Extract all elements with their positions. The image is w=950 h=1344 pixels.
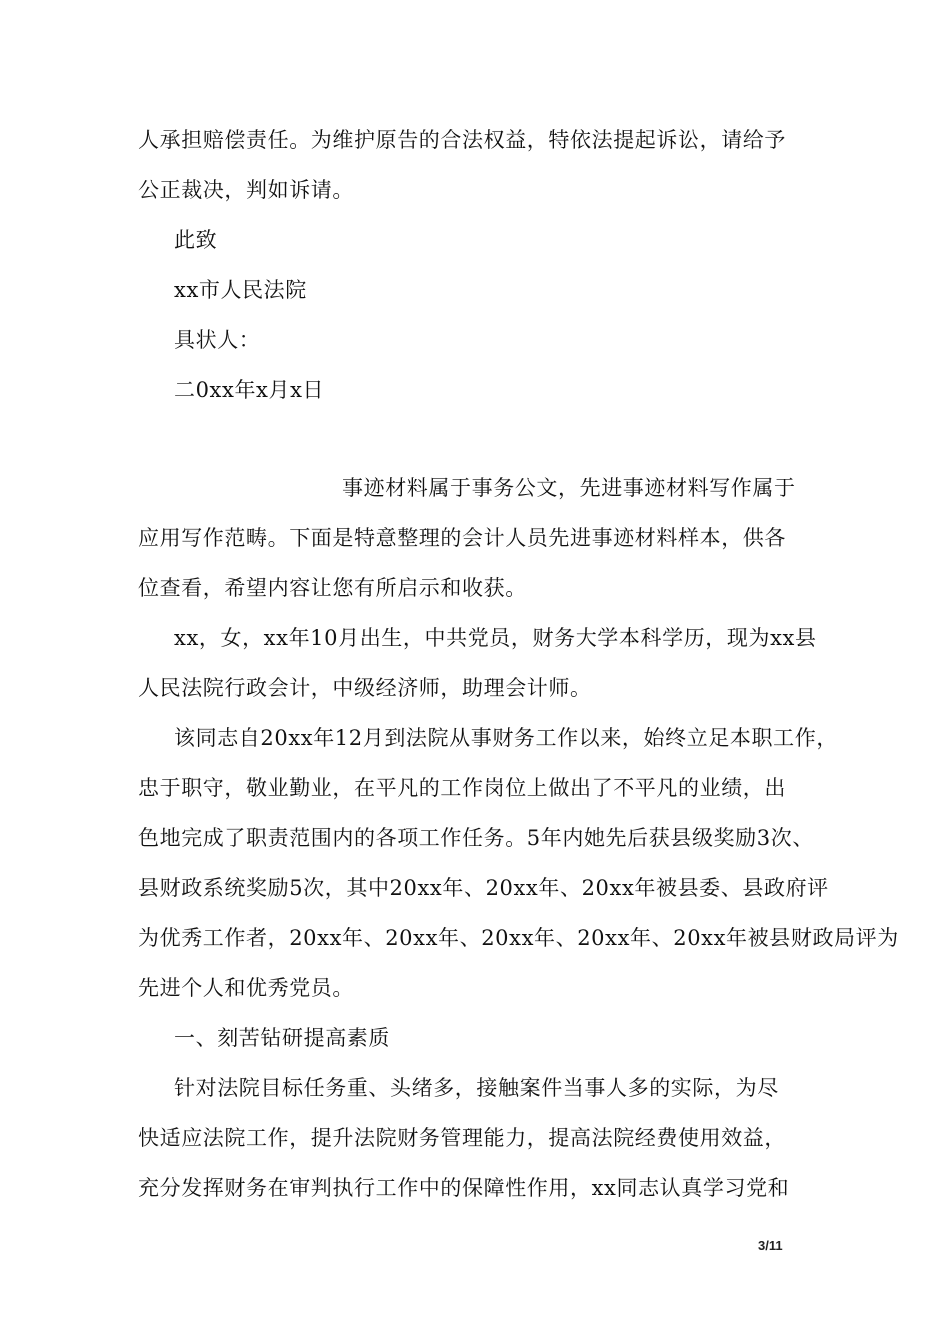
achievement-line-1: 该同志自20xx年12月到法院从事财务工作以来，始终立足本职工作，	[174, 726, 838, 750]
achievement-line-4: 县财政系统奖励5次，其中20xx年、20xx年、20xx年被县委、县政府评	[138, 876, 829, 900]
profile-line-2: 人民法院行政会计，中级经济师，助理会计师。	[138, 676, 592, 700]
salutation: 此致	[174, 228, 218, 252]
text-line-2: 公正裁决，判如诉请。	[138, 178, 354, 202]
page-number: 3/11	[758, 1238, 783, 1253]
profile-line-1: xx，女，xx年10月出生，中共党员，财务大学本科学历，现为xx县	[174, 626, 817, 650]
plaintiff-signature-label: 具状人：	[174, 328, 261, 352]
achievement-line-3: 色地完成了职责范围内的各项工作任务。5年内她先后获县级奖励3次、	[138, 826, 814, 850]
intro-line-1: 事迹材料属于事务公文，先进事迹材料写作属于	[342, 476, 796, 500]
section-line-1: 针对法院目标任务重、头绪多，接触案件当事人多的实际，为尽	[174, 1076, 779, 1100]
section-line-3: 充分发挥财务在审判执行工作中的保障性作用，xx同志认真学习党和	[138, 1176, 790, 1200]
court-name: xx市人民法院	[174, 278, 307, 302]
intro-line-2: 应用写作范畴。下面是特意整理的会计人员先进事迹材料样本，供各	[138, 526, 786, 550]
section-line-2: 快适应法院工作，提升法院财务管理能力，提高法院经费使用效益，	[138, 1126, 786, 1150]
achievement-line-5: 为优秀工作者，20xx年、20xx年、20xx年、20xx年、20xx年被县财政局评为	[138, 926, 899, 950]
document-date: 二0xx年x月x日	[174, 378, 325, 402]
text-line-1: 人承担赔偿责任。为维护原告的合法权益，特依法提起诉讼，请给予	[138, 128, 786, 152]
intro-line-3: 位查看，希望内容让您有所启示和收获。	[138, 576, 527, 600]
achievement-line-6: 先进个人和优秀党员。	[138, 976, 354, 1000]
achievement-line-2: 忠于职守，敬业勤业，在平凡的工作岗位上做出了不平凡的业绩，出	[138, 776, 786, 800]
section-heading: 一、刻苦钻研提高素质	[174, 1026, 390, 1050]
